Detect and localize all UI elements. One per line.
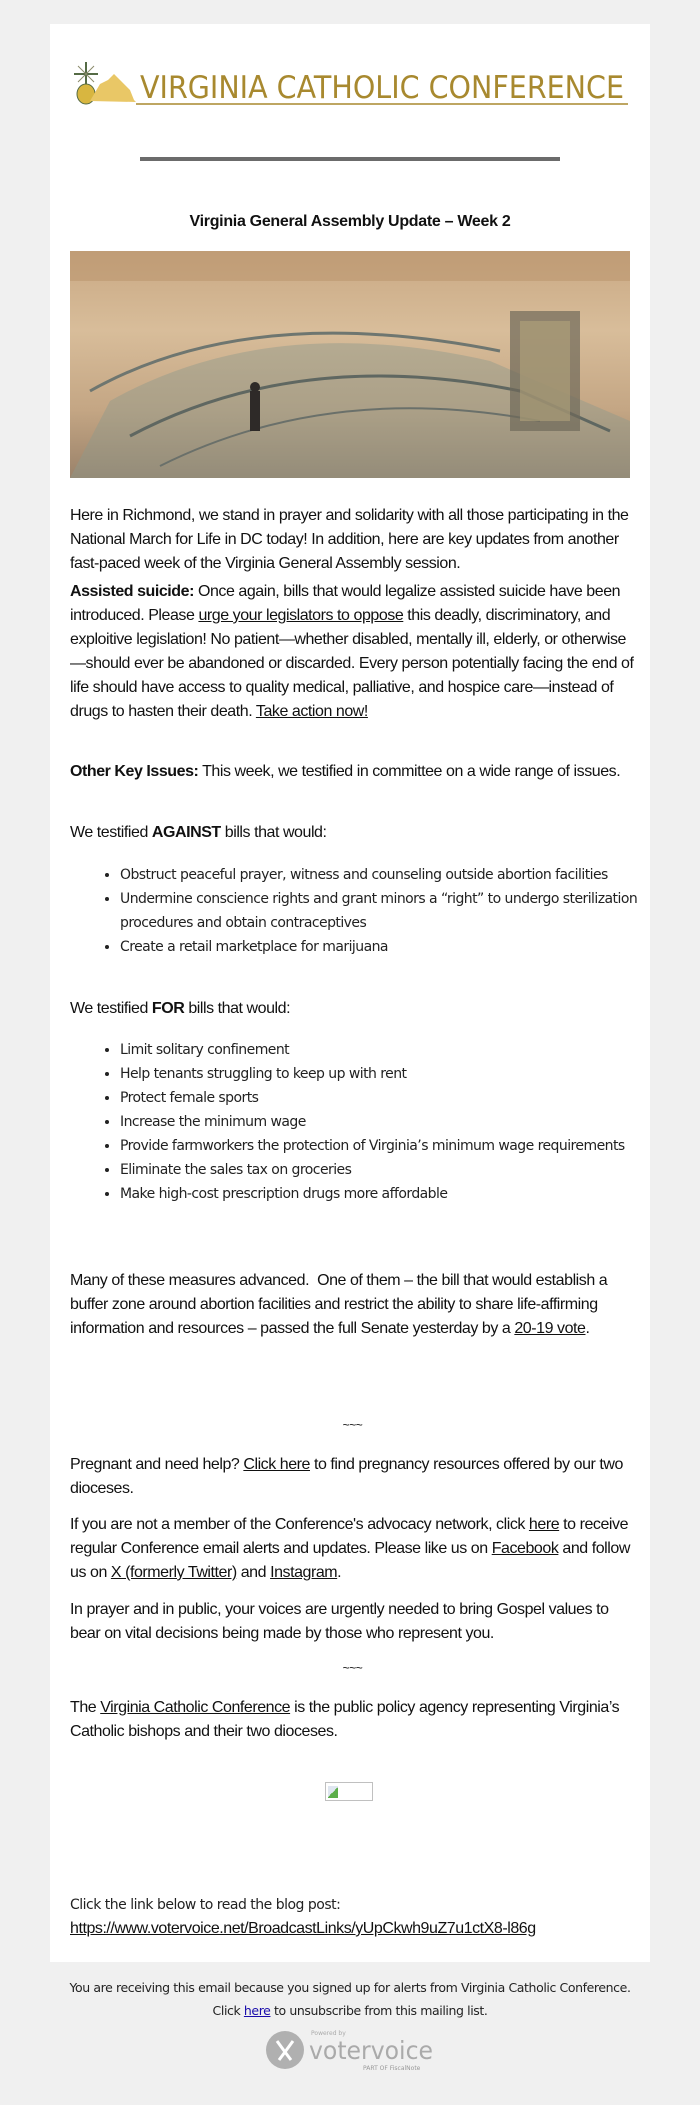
text: We testified [70, 824, 152, 841]
votervoice-logo[interactable] [265, 2028, 435, 2072]
text: Click [212, 2003, 244, 2018]
text: to receive regular Conference email alerts and updates. Please like us on [70, 1516, 629, 1557]
vcc-logo [70, 60, 630, 108]
hero-image-capitol-staircase [70, 251, 630, 478]
text: bills that would: [220, 824, 327, 841]
footer-notice: You are receiving this email because you signed up for alerts from Virginia Catholic Conference. [69, 1980, 631, 1995]
svg-text:Powered by: Powered by [311, 2030, 346, 2037]
blog-label: Click the link below to read the blog post: [70, 1897, 341, 1913]
prayer-paragraph: In prayer and in public, your voices are urgently needed to bring Gospel values to bear on vital decisions being made by those who represent you. [70, 1601, 609, 1642]
text: We testified [70, 1000, 152, 1017]
pregnant-paragraph [70, 1453, 635, 1501]
against-heading [70, 821, 635, 845]
list-item: • Eliminate the sales tax on groceries [120, 1158, 650, 1182]
text: bills that would: [184, 1000, 291, 1017]
for-list [70, 1038, 650, 1206]
svg-text:votervoice: votervoice [309, 2036, 433, 2065]
text: this deadly, discriminatory, and exploitive legislation! No patient—whether disabled, mentally ill, elderly, or otherwise—should ever be abandoned or discarded. Every person potentially facing the end of life should have access to quality medical, palliative, and hospice care—instead of drugs to hasten their death. [70, 607, 634, 720]
text: Many of these measures advanced. One of them – the bill that would establish a buffer zone around abortion facilities and restrict the ability to share life-affirming information and resources – passed the full Senate yesterday by a [70, 1272, 608, 1337]
text: Pregnant and need help? [70, 1456, 244, 1473]
list-item: • Undermine conscience rights and grant minors a “right” to undergo sterilization procedures and obtain contraceptives [120, 887, 650, 935]
text: is the public policy agency representing Virginia’s Catholic bishops and their two dioceses. [70, 1699, 620, 1740]
blog-post-link[interactable]: https://www.votervoice.net/BroadcastLinks/yUpCkwh9uZ7u1ctX8-l86g [70, 1920, 536, 1937]
vote-link[interactable]: 20-19 vote [514, 1320, 586, 1337]
votervoice-logo-icon [265, 2028, 435, 2072]
list-item: • Make high-cost prescription drugs more affordable [120, 1182, 650, 1206]
broken-image-icon [325, 1782, 373, 1801]
other-issues-label: Other Key Issues: [70, 763, 199, 780]
text: and [236, 1564, 271, 1581]
svg-text:PART OF FiscalNote: PART OF FiscalNote [363, 2065, 421, 2072]
instagram-link[interactable]: Instagram [270, 1564, 338, 1581]
list-item: • Obstruct peaceful prayer, witness and counseling outside abortion facilities [120, 863, 650, 887]
vcc-logo-icon [70, 60, 630, 108]
text: Once again, bills that would legalize assisted suicide have been introduced. Please [70, 583, 621, 624]
x-twitter-link[interactable]: X (formerly Twitter) [110, 1564, 237, 1581]
text: This week, we testified in committee on a wide range of issues. [198, 763, 621, 780]
text: If you are not a member of the Conference's advocacy network, click [70, 1516, 529, 1533]
svg-text:VIRGINIA CATHOLIC CONFERENCE: VIRGINIA CATHOLIC CONFERENCE [140, 70, 624, 106]
for-heading [70, 997, 635, 1021]
unsubscribe-line [0, 1999, 700, 2022]
network-paragraph [70, 1513, 635, 1585]
take-action-link[interactable]: Take action now! [255, 703, 368, 720]
assisted-suicide-label: Assisted suicide: [70, 583, 194, 600]
list-item: • Limit solitary confinement [120, 1038, 650, 1062]
vcc-link[interactable]: Virginia Catholic Conference [100, 1699, 291, 1716]
assisted-suicide-paragraph [70, 580, 635, 724]
unsubscribe-link[interactable]: here [243, 2003, 271, 2018]
pregnancy-resources-link[interactable]: Click here [243, 1456, 310, 1473]
list-item: • Increase the minimum wage [120, 1110, 650, 1134]
advanced-paragraph [70, 1269, 635, 1341]
text: . [337, 1564, 342, 1581]
text: to find pregnancy resources offered by our two dioceses. [70, 1456, 623, 1497]
join-network-link[interactable]: here [528, 1516, 560, 1533]
text: The [70, 1699, 101, 1716]
list-item: • Provide farmworkers the protection of Virginia’s minimum wage requirements [120, 1134, 650, 1158]
about-paragraph [70, 1696, 635, 1744]
for-label: FOR [151, 1000, 185, 1017]
tilde-divider: ~~~ [342, 1418, 363, 1432]
list-item: • Create a retail marketplace for marijuana [120, 935, 650, 959]
urge-legislators-link[interactable]: urge your legislators to oppose [198, 607, 404, 624]
text: and follow us on [70, 1540, 630, 1581]
intro-paragraph: Here in Richmond, we stand in prayer and solidarity with all those participating in the National March for Life in DC today! In addition, here are key updates from another fast-paced week of the Virginia General Assembly session. [70, 507, 629, 572]
page-title: Virginia General Assembly Update – Week 2 [189, 213, 511, 230]
against-label: AGAINST [151, 824, 221, 841]
other-issues-paragraph [70, 760, 635, 784]
tilde-divider: ~~~ [342, 1661, 363, 1675]
list-item: • Protect female sports [120, 1086, 650, 1110]
against-list [70, 863, 650, 959]
divider-rule [140, 157, 560, 161]
facebook-link[interactable]: Facebook [491, 1540, 559, 1557]
list-item: • Help tenants struggling to keep up with rent [120, 1062, 650, 1086]
text: to unsubscribe from this mailing list. [270, 2003, 488, 2018]
text: . [585, 1320, 590, 1337]
